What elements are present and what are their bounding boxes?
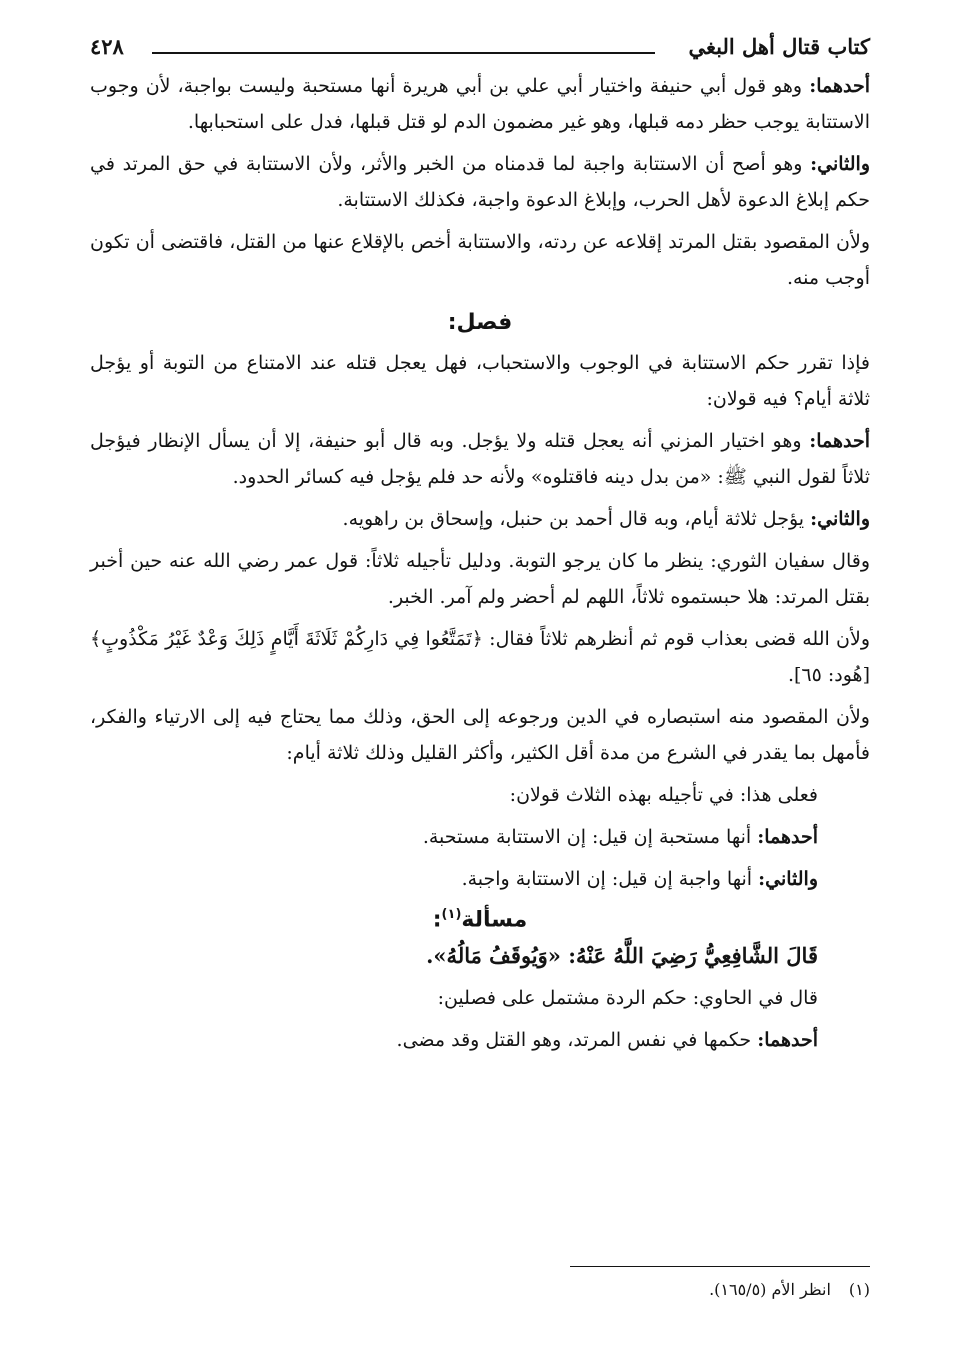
masala-heading-colon: : — [432, 907, 442, 933]
page-header — [90, 28, 870, 68]
header-rule — [152, 52, 655, 54]
paragraph: ولأن المقصود بقتل المرتد إقلاعه عن ردته، والاستتابة أخص بالإقلاع عنها من القتل، فاقتضى أن تكون أوجب منه. — [90, 231, 870, 289]
paragraph: ولأن المقصود منه استبصاره في الدين ورجوعه إلى الحق، وذلك مما يحتاج فيه إلى الارتياء والفكر، فأمهل بما يقدر في الشرع من مدة أقل الكثير، وأكثر القليل وذلك ثلاثة أيام: — [90, 706, 870, 764]
paragraph-text: حكمها في نفس المرتد، وهو القتل وقد مضى. — [396, 1029, 758, 1052]
paragraph — [90, 861, 818, 897]
paragraph: فعلى هذا: في تأجيله بهذه الثلاث قولان: — [509, 784, 818, 806]
section-heading: فصل: — [447, 310, 513, 335]
paragraph-text: وهو اختيار المزني أنه يعجل قتله ولا يؤجل. وبه قال أبو حنيفة، إلا أن يسأل الإنظار فيؤجل ثلاثاً لقول النبي ﷺ: «من بدل دينه فاقتلوه» ولأنه حد فلم يؤجل فيه كسائر الحدود. — [90, 430, 870, 488]
paragraph-text: أنها واجبة إن قيل: إن الاستتابة واجبة. — [461, 868, 759, 890]
footnote-number: (١) — [848, 1280, 870, 1299]
paragraph-lead: والثاني: — [758, 868, 818, 890]
paragraph-lead: أحدهما: — [757, 826, 818, 848]
paragraph: فإذا تقرر حكم الاستتابة في الوجوب والاستحباب، فهل يعجل قتله عند الامتناع من التوبة أو يؤجل ثلاثة أيام؟ فيه قولان: — [90, 352, 870, 410]
paragraph — [90, 68, 870, 140]
masala-heading-text: مسألة — [461, 907, 528, 933]
paragraph: وقال سفيان الثوري: ينظر ما كان يرجو التوبة. ودليل تأجيله ثلاثاً: قول عمر رضي الله عنه حين أخبر بقتل المرتد: هلا حبستموه ثلاثاً، اللهم لم أحضر ولم آمر. الخبر. — [90, 550, 870, 608]
paragraph-lead: والثاني: — [810, 153, 870, 175]
paragraph-lead: أحدهما: — [757, 1029, 818, 1052]
page — [90, 28, 870, 1299]
running-title: كتاب قتال أهل البغي — [688, 34, 870, 59]
shafii-quote: قَالَ الشَّافِعِيُّ رَضِيَ اللَّهُ عَنْهُ: «وَيُوقَفُ مَالُهُ». — [426, 943, 818, 969]
paragraph — [90, 146, 870, 218]
paragraph — [90, 423, 870, 495]
footnote-reference[interactable]: (١) — [441, 907, 462, 922]
masala-heading — [90, 907, 870, 932]
footnote-text: انظر الأم (١٦٥/٥). — [709, 1280, 831, 1299]
page-number: ٤٢٨ — [90, 34, 124, 59]
paragraph-lead: أحدهما: — [809, 75, 870, 97]
paragraph-text: وهو أصح أن الاستتابة واجبة لما قدمناه من الخبر والأثر، ولأن الاستتابة في حق المرتد في حكم إبلاغ الدعوة لأهل الحرب، وإبلاغ الدعوة واجبة، فكذلك الاستتابة. — [90, 153, 870, 211]
paragraph-text: يؤجل ثلاثة أيام، وبه قال أحمد بن حنبل، وإسحاق بن راهويه. — [342, 508, 811, 530]
paragraph-text: وهو قول أبي حنيفة واختيار أبي علي بن أبي هريرة أنها مستحبة وليست بواجبة، لأن وجوب الاستتابة يوجب حظر دمه قبلها، وهو غير مضمون الدم لو قتل قبلها، فدل على استحبابها. — [90, 75, 870, 133]
paragraph: ولأن الله قضى بعذاب قوم ثم أنظرهم ثلاثاً فقال: ﴿تَمَتَّعُوا فِي دَارِكُمْ ثَلَاثَةَ أَيَّامٍ ذَلِكَ وَعْدٌ غَيْرُ مَكْذُوبٍ﴾ [هُود: ٦٥]. — [90, 628, 870, 686]
paragraph-text: أنها مستحبة إن قيل: إن الاستتابة مستحبة. — [422, 826, 758, 848]
paragraph-lead: والثاني: — [810, 508, 870, 530]
paragraph: قال في الحاوي: حكم الردة مشتمل على فصلين: — [437, 987, 818, 1010]
footnote — [709, 1280, 870, 1299]
paragraph — [90, 819, 818, 855]
paragraph — [90, 501, 870, 537]
paragraph — [90, 1022, 818, 1058]
paragraph-lead: أحدهما: — [809, 430, 870, 452]
footnote-rule — [570, 1266, 870, 1267]
